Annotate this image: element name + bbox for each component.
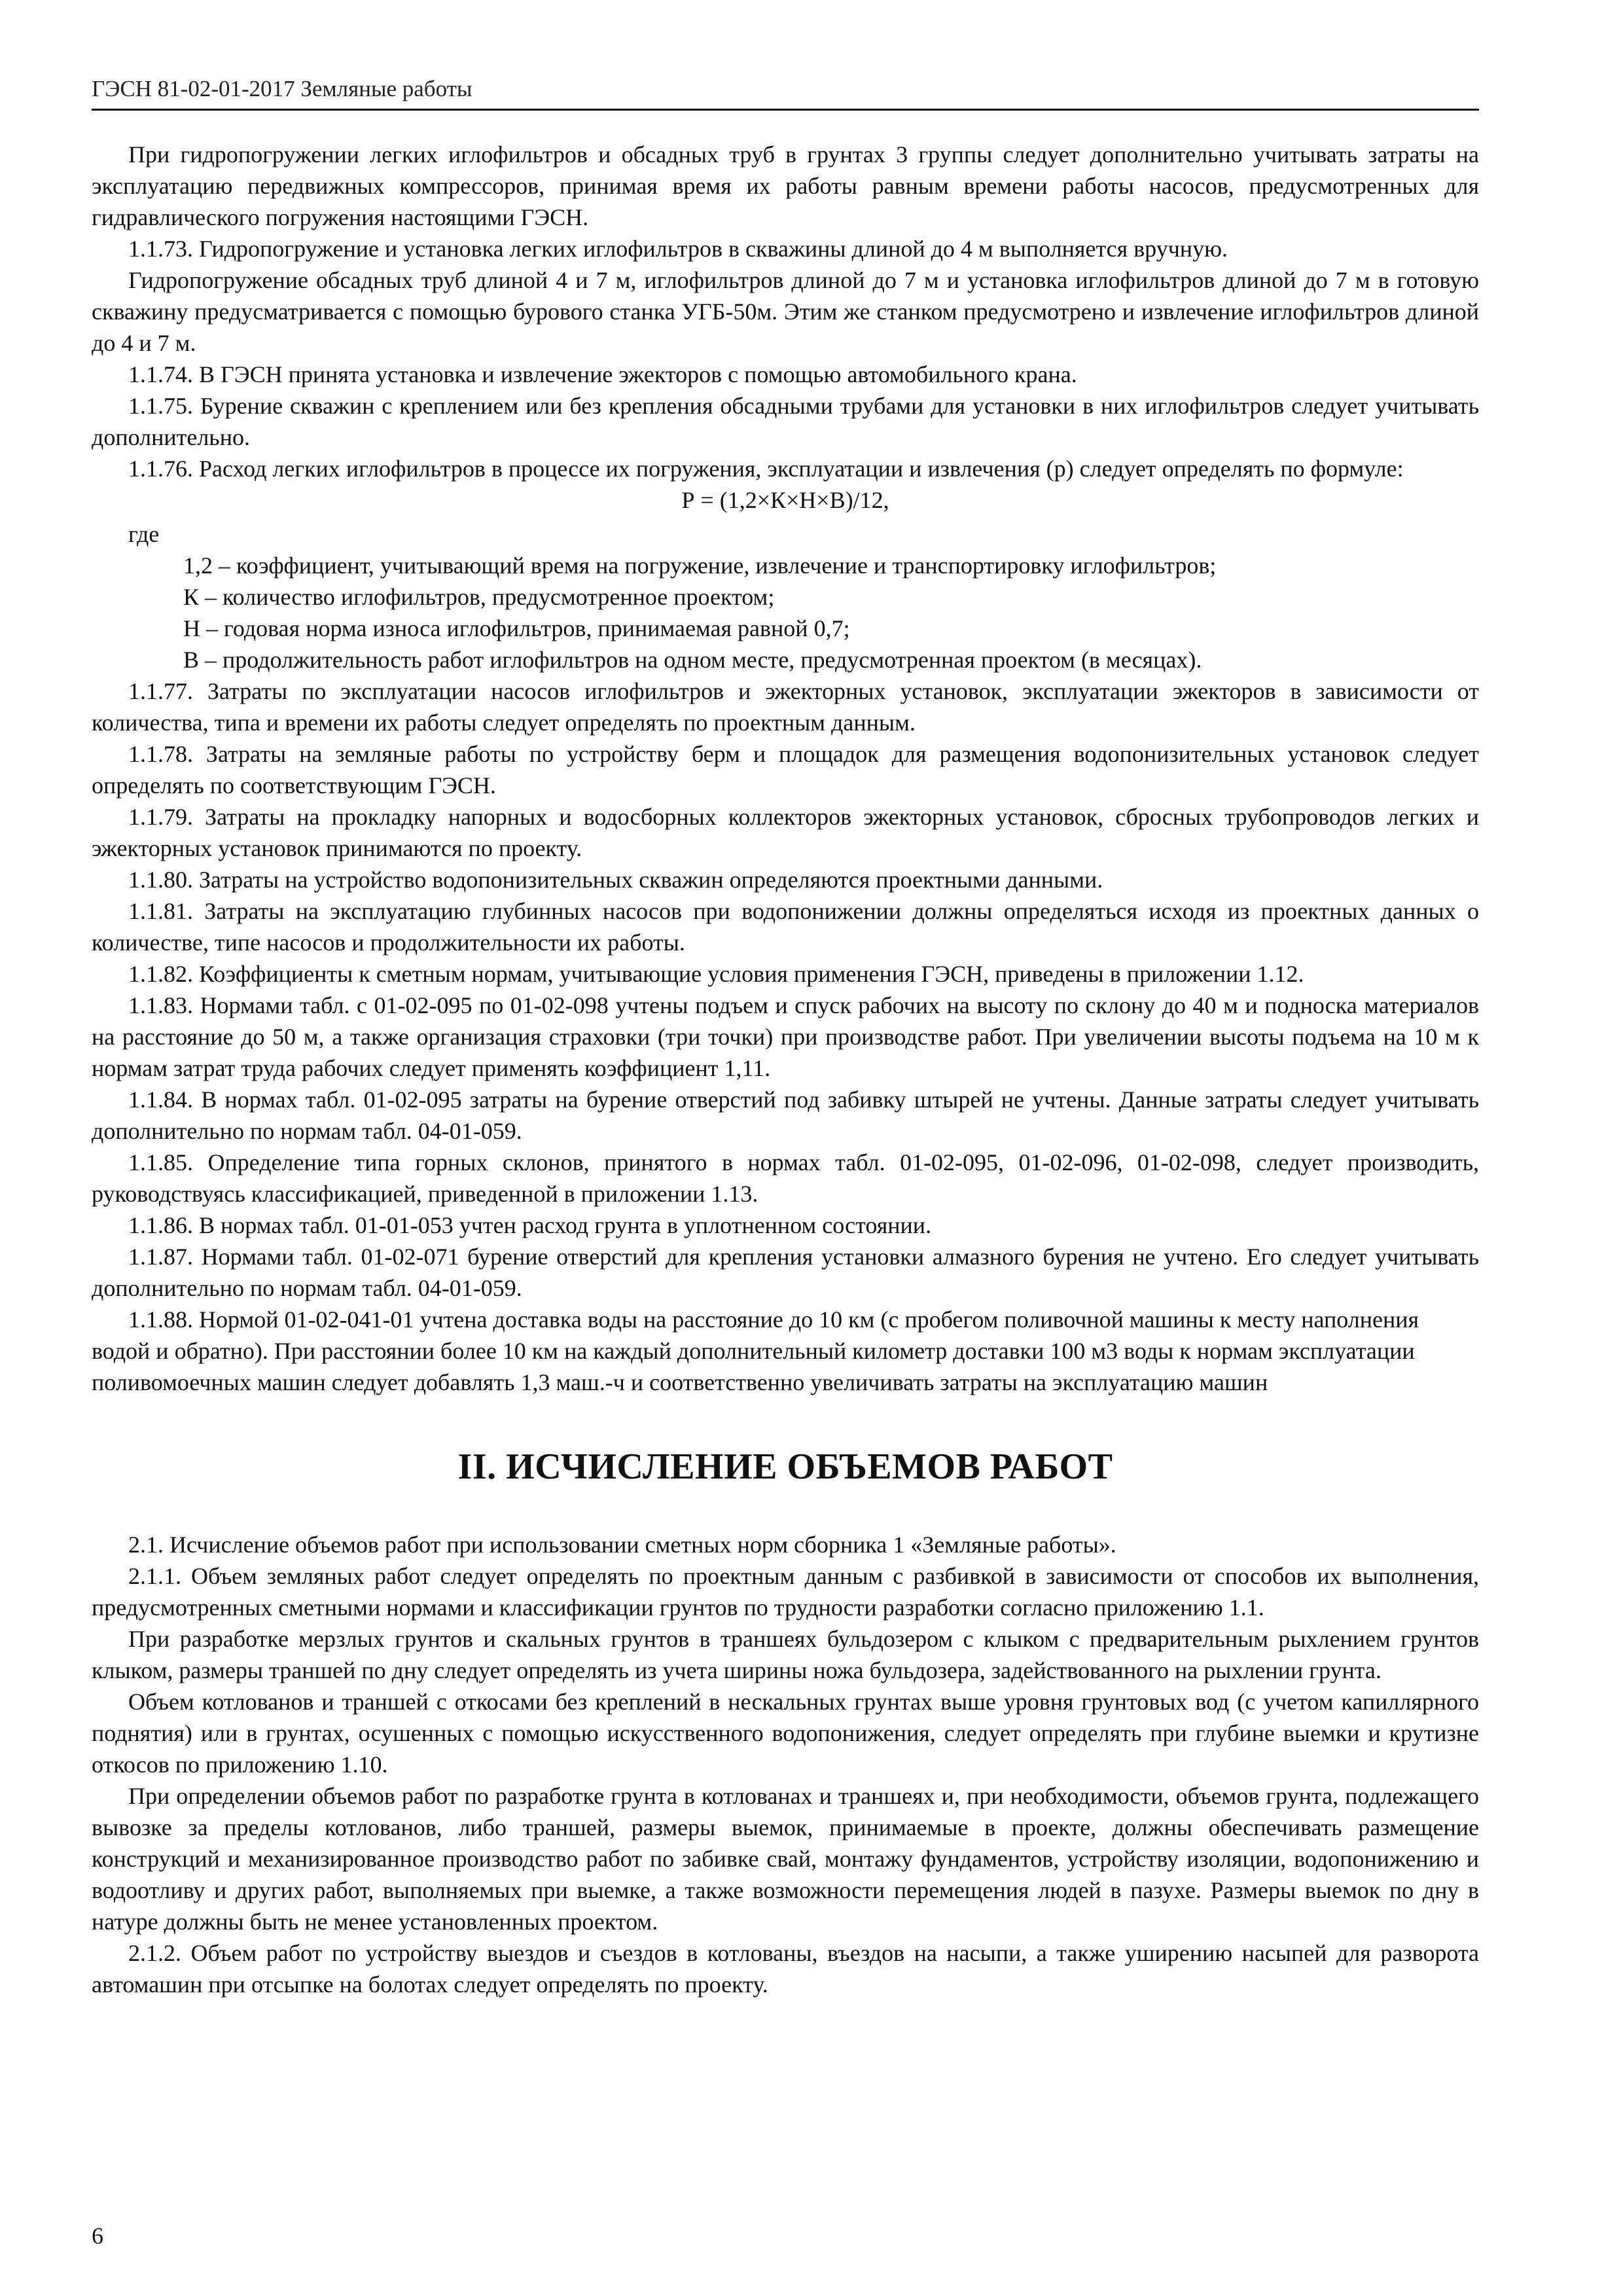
section-title: II. ИСЧИСЛЕНИЕ ОБЪЕМОВ РАБОТ	[457, 1446, 1113, 1487]
formula-definition: В – продолжительность работ иглофильтров на одном месте, предусмотренная проектом (в месяцах).	[183, 647, 1202, 673]
paragraph: При определении объемов работ по разработке грунта в котлованах и траншеях и, при необходимости, объемов грунта, подлежащего вывозке за пределы котлованов, либо траншей, размеры выемок, принимаемые в проекте, должны обеспечивать размещение конструкций и механизированное производство работ по забивке свай, монтажу фундаментов, устройству изоляции, водопонижению и водоотливу и других работ, выполняемых при выемке, а также возможности перемещения людей в пазухе. Размеры выемок по дну в натуре должны быть не менее установленных проектом.	[92, 1783, 1479, 1935]
paragraph-1-1-80: 1.1.80. Затраты на устройство водопонизительных скважин определяются проектными данными.	[128, 867, 1103, 893]
paragraph-1-1-73: 1.1.73. Гидропогружение и установка легких иглофильтров в скважины длиной до 4 м выполняется вручную.	[128, 236, 1228, 262]
page-content	[92, 139, 1479, 2000]
paragraph-1-1-81: 1.1.81. Затраты на эксплуатацию глубинных насосов при водопонижении должны определяться исходя из проектных данных о количестве, типе насосов и продолжительности их работы.	[92, 898, 1479, 956]
paragraph-1-1-74: 1.1.74. В ГЭСН принята установка и извлечение эжекторов с помощью автомобильного крана.	[128, 361, 1077, 387]
paragraph-2-1-2: 2.1.2. Объем работ по устройству выездов и съездов в котлованы, въездов на насыпи, а также уширению насыпей для разворота автомашин при отсыпке на болотах следует определять по проекту.	[92, 1940, 1479, 1998]
paragraph-1-1-75: 1.1.75. Бурение скважин с креплением или без крепления обсадными трубами для установки в них иглофильтров следует учитывать дополнительно.	[92, 393, 1479, 450]
formula-where-label: где	[128, 521, 160, 547]
formula-definition: 1,2 – коэффициент, учитывающий время на погружение, извлечение и транспортировку иглофильтров;	[183, 552, 1217, 579]
paragraph-1-1-87: 1.1.87. Нормами табл. 01-02-071 бурение отверстий для крепления установки алмазного бурения не учтено. Его следует учитывать дополнительно по нормам табл. 04-01-059.	[92, 1244, 1479, 1301]
paragraph: Объем котлованов и траншей с откосами без креплений в нескальных грунтах выше уровня грунтовых вод (с учетом капиллярного поднятия) или в грунтах, осушенных с помощью искусственного водопонижения, следует определять при глубине выемки и крутизне откосов по приложению 1.10.	[92, 1689, 1479, 1778]
paragraph-2-1-1: 2.1.1. Объем земляных работ следует определять по проектным данным с разбивкой в зависимости от способов их выполнения, предусмотренных сметными нормами и классификации грунтов по трудности разработки согласно приложению 1.1.	[92, 1563, 1479, 1621]
paragraph-1-1-77: 1.1.77. Затраты по эксплуатации насосов иглофильтров и эжекторных установок, эксплуатации эжекторов в зависимости от количества, типа и времени их работы следует определять по проектным данным.	[92, 678, 1479, 736]
paragraph-2-1: 2.1. Исчисление объемов работ при использовании сметных норм сборника 1 «Земляные работы».	[128, 1532, 1116, 1558]
paragraph-1-1-78: 1.1.78. Затраты на земляные работы по устройству берм и площадок для размещения водопонизительных установок следует определять по соответствующим ГЭСН.	[92, 741, 1479, 798]
formula-definition: К – количество иглофильтров, предусмотренное проектом;	[183, 584, 775, 610]
paragraph: Гидропогружение обсадных труб длиной 4 и 7 м, иглофильтров длиной до 7 м и установка иглофильтров длиной до 7 м в готовую скважину предусматривается с помощью бурового станка УГБ-50м. Этим же станком предусмотрено и извлечение иглофильтров длиной до 4 и 7 м.	[92, 267, 1479, 356]
running-header: ГЭСН 81-02-01-2017 Земляные работы	[92, 76, 473, 101]
page-number: 6	[92, 2223, 103, 2249]
paragraph-1-1-85: 1.1.85. Определение типа горных склонов, принятого в нормах табл. 01-02-095, 01-02-096, 01-02-098, следует производить, руководствуясь классификацией, приведенной в приложении 1.13.	[92, 1149, 1479, 1207]
paragraph-1-1-88: 1.1.88. Нормой 01-02-041-01 учтена доставка воды на расстояние до 10 км (с пробегом поливочной машины к месту наполнения водой и обратно). При расстоянии более 10 км на каждый дополнительный километр доставки 100 м3 воды к нормам эксплуатации поливомоечных машин следует добавлять 1,3 маш.-ч и соответственно увеличивать затраты на эксплуатацию машин	[92, 1306, 1419, 1395]
paragraph-1-1-79: 1.1.79. Затраты на прокладку напорных и водосборных коллекторов эжекторных установок, сбросных трубопроводов легких и эжекторных установок принимаются по проекту.	[92, 804, 1479, 861]
paragraph: При разработке мерзлых грунтов и скальных грунтов в траншеях бульдозером с клыком с предварительным рыхлением грунтов клыком, размеры траншей по дну следует определять из учета ширины ножа бульдозера, задействованного на рыхлении грунта.	[92, 1626, 1479, 1683]
paragraph-1-1-86: 1.1.86. В нормах табл. 01-01-053 учтен расход грунта в уплотненном состоянии.	[128, 1212, 932, 1238]
paragraph-1-1-83: 1.1.83. Нормами табл. с 01-02-095 по 01-02-098 учтены подъем и спуск рабочих на высоту по склону до 40 м и подноска материалов на расстояние до 50 м, а также организация страховки (три точки) при производстве работ. При увеличении высоты подъема на 10 м к нормам затрат труда рабочих следует применять коэффициент 1,11.	[92, 992, 1479, 1081]
paragraph: При гидропогружении легких иглофильтров и обсадных труб в грунтах 3 группы следует дополнительно учитывать затраты на эксплуатацию передвижных компрессоров, принимая время их работы равным времени работы насосов, предусмотренных для гидравлического погружения настоящими ГЭСН.	[92, 141, 1479, 230]
paragraph-1-1-84: 1.1.84. В нормах табл. 01-02-095 затраты на бурение отверстий под забивку штырей не учтены. Данные затраты следует учитывать дополнительно по нормам табл. 04-01-059.	[92, 1086, 1479, 1144]
formula: Р = (1,2×К×Н×В)/12,	[681, 487, 889, 513]
paragraph-1-1-76: 1.1.76. Расход легких иглофильтров в процессе их погружения, эксплуатации и извлечения (р) следует определять по формуле:	[128, 456, 1404, 482]
header-divider	[92, 109, 1479, 111]
formula-definition: Н – годовая норма износа иглофильтров, принимаемая равной 0,7;	[183, 615, 850, 641]
paragraph-1-1-82: 1.1.82. Коэффициенты к сметным нормам, учитывающие условия применения ГЭСН, приведены в приложении 1.12.	[128, 961, 1304, 987]
